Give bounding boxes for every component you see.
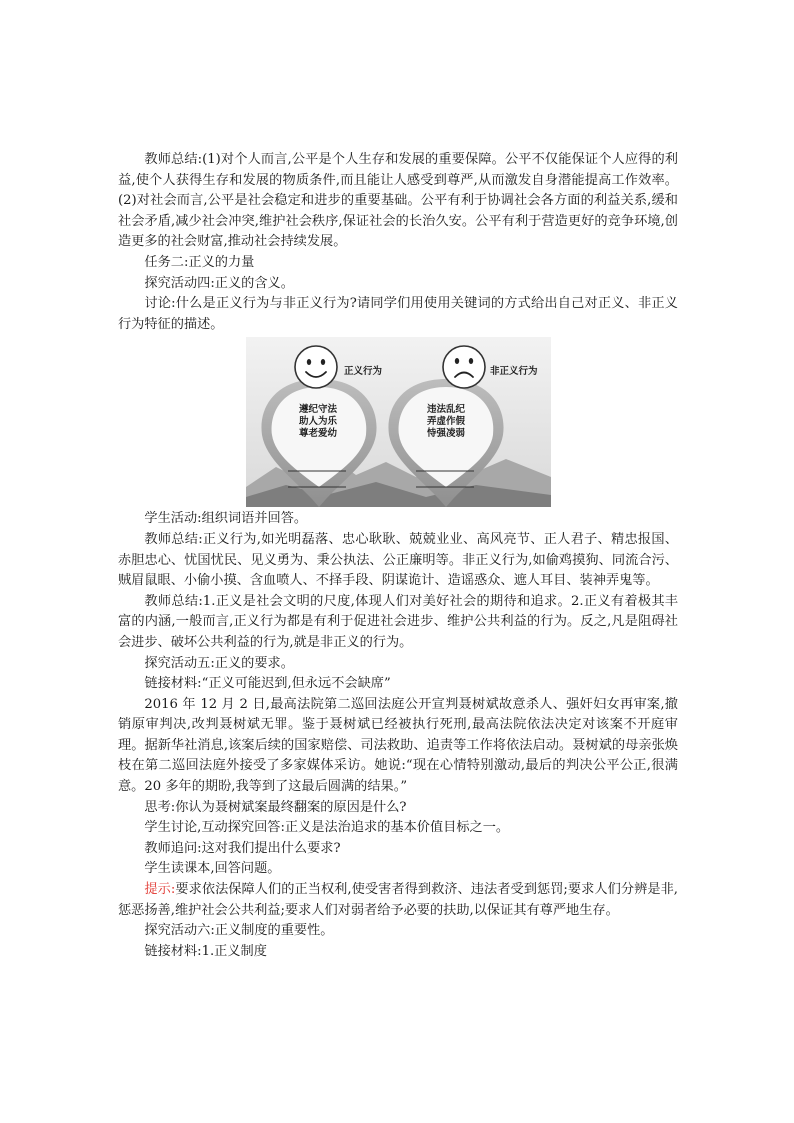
hint-label: 提示: <box>144 882 176 898</box>
paragraph-teacher-summary-justice: 教师总结:1.正义是社会文明的尺度,体现人们对美好社会的期待和追求。2.正义有着极其丰富的内涵,一般而言,正义行为都是有利于促进社会进步、维护公共利益的行为。反之,凡是阻碍社会进步、破坏公共利益的行为,就是非正义的行为。 <box>118 593 678 650</box>
paragraph-task-two: 任务二:正义的力量 <box>144 254 255 270</box>
paragraph-student-read: 学生读课本,回答问题。 <box>144 861 281 877</box>
paragraph-link-material-system: 链接材料:1.正义制度 <box>144 943 267 959</box>
paragraph-think: 思考:你认为聂树斌案最终翻案的原因是什么? <box>144 799 407 815</box>
paragraph-discussion: 讨论:什么是正义行为与非正义行为?请同学们用使用关键词的方式给出自己对正义、非正义行为特征的描述。 <box>118 296 678 332</box>
document-body <box>118 150 678 962</box>
paragraph-nie-case: 2016 年 12 月 2 日,最高法院第二巡回法庭公开宣判聂树斌故意杀人、强奸妇女再审案,撤销原审判决,改判聂树斌无罪。鉴于聂树斌已经被执行死刑,最高法院依法决定对该案不开庭审理。据新华社消息,该案后续的国家赔偿、司法救助、追责等工作将依法启动。聂树斌的母亲张焕枝在第二巡回法庭外接受了多家媒体采访。她说:“现在心情特别激动,最后的判决公平公正,很满意。20 多年的期盼,我等到了这最后圆满的结果。” <box>118 696 678 795</box>
paragraph-activity-five: 探究活动五:正义的要求。 <box>144 655 294 671</box>
smiley-face-icon <box>295 346 337 388</box>
paragraph-student-activity: 学生活动:组织词语并回答。 <box>144 511 308 527</box>
paragraph-student-discussion: 学生讨论,互动探究回答:正义是法治追求的基本价值目标之一。 <box>144 820 510 836</box>
paragraph-hint <box>118 880 678 921</box>
sad-face-icon <box>443 346 485 388</box>
paragraph-teacher-summary-behaviors: 教师总结:正义行为,如光明磊落、忠心耿耿、兢兢业业、高风亮节、正人君子、精忠报国、赤胆忠心、忧国忧民、见义勇为、秉公执法、公正廉明等。非正义行为,如偷鸡摸狗、同流合污、贼眉鼠眼、小偷小摸、含血喷人、不择手段、阴谋诡计、造谣惑众、遮人耳目、装神弄鬼等。 <box>118 531 678 589</box>
paragraph-teacher-summary-fairness: 教师总结:(1)对个人而言,公平是个人生存和发展的重要保障。公平不仅能保证个人应得的利益,使个人获得生存和发展的物质条件,而且能让人感受到尊严,从而激发自身潜能提高工作效率。(2)对社会而言,公平是社会稳定和进步的重要基础。公平有利于协调社会各方面的利益关系,缓和社会矛盾,减少社会冲突,维护社会秩序,保证社会的长治久安。公平有利于营造更好的竞争环境,创造更多的社会财富,推动社会持续发展。 <box>118 152 678 250</box>
paragraph-activity-six: 探究活动六:正义制度的重要性。 <box>144 923 334 939</box>
just-behavior-label: 正义行为 <box>344 366 383 378</box>
unjust-behavior-label: 非正义行为 <box>490 366 538 378</box>
hint-text: 要求依法保障人们的正当权利,使受害者得到救济、违法者受到惩罚;要求人们分辨是非,惩恶扬善,维护社会公共利益;要求人们对弱者给予必要的扶助,以保证其有尊严地生存。 <box>118 882 678 918</box>
unjust-behavior-keywords: 违法乱纪 弄虚作假 恃强凌弱 <box>426 404 465 440</box>
just-behavior-keywords: 遵纪守法 助人为乐 尊老爱幼 <box>298 404 337 440</box>
paragraph-teacher-followup: 教师追问:这对我们提出什么要求? <box>144 840 341 856</box>
paragraph-activity-four: 探究活动四:正义的含义。 <box>144 275 294 291</box>
paragraph-link-material: 链接材料:“正义可能迟到,但永远不会缺席” <box>144 676 391 692</box>
justice-illustration <box>246 337 551 507</box>
